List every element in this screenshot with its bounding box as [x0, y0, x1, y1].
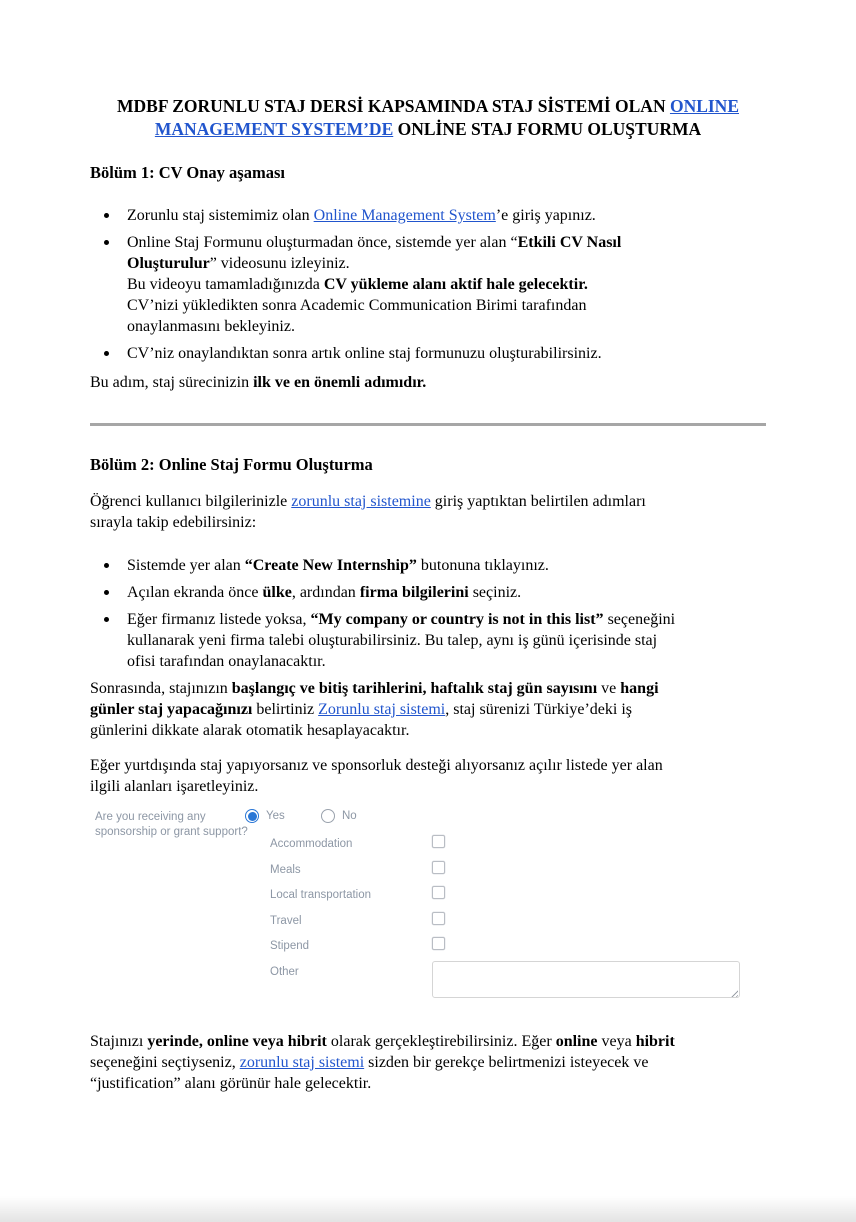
checkbox[interactable]	[432, 835, 445, 848]
text-run: günler staj yapacağınızı	[90, 701, 253, 718]
inline-link[interactable]: Zorunlu staj sistemi	[318, 701, 446, 718]
text-run: ilk ve en önemli adımıdır.	[253, 374, 427, 391]
radio-option-yes[interactable]	[245, 809, 285, 823]
inline-link[interactable]: ONLINE	[669, 96, 739, 116]
mode-paragraph	[90, 1031, 766, 1094]
text-run: Bu videoyu tamamladığınızda	[127, 276, 324, 293]
checkbox-row-stipend	[270, 939, 766, 955]
text-run: “Create New Internship”	[244, 557, 417, 574]
list-item	[90, 343, 766, 364]
section2-bullet-list	[90, 555, 766, 672]
section1-bullet-list	[90, 205, 766, 364]
text-run: seçeneğini	[603, 611, 676, 628]
text-run: ülke	[262, 584, 292, 601]
text-run: Online Staj Formunu oluşturmadan önce, sistemde yer alan “	[127, 234, 518, 251]
text-run: butonuna tıklayınız.	[416, 557, 549, 574]
radio-label: No	[342, 810, 357, 822]
text-run: ONLİNE STAJ FORMU OLUŞTURMA	[393, 119, 702, 139]
section-divider	[90, 423, 766, 426]
text-run: başlangıç ve bitiş tarihlerini,	[231, 680, 427, 697]
text-run: firma bilgilerini	[359, 584, 469, 601]
text-run: yerinde, online veya hibrit	[147, 1033, 327, 1050]
text-run: ofisi tarafından onaylanacaktır.	[127, 653, 326, 670]
text-run: Stajınızı	[90, 1033, 148, 1050]
text-run: seçeneğini seçtiyseniz,	[90, 1054, 240, 1071]
text-run: ” videosunu izleyiniz.	[209, 255, 350, 272]
sponsorship-question-label: Are you receiving any sponsorship or grant support?	[95, 811, 248, 838]
text-run: ’e giriş yapınız.	[495, 207, 596, 224]
inline-link[interactable]: MANAGEMENT SYSTEM’DE	[154, 119, 394, 139]
text-run: veya	[597, 1033, 636, 1050]
text-run: sırayla takip edebilirsiniz:	[90, 514, 257, 531]
checkbox-label: Local transportation	[270, 889, 372, 901]
text-run: Eğer firmanız listede yoksa,	[127, 611, 311, 628]
other-textarea[interactable]	[432, 961, 740, 998]
text-run: “justification” alanı görünür hale gelecektir.	[90, 1075, 372, 1092]
sponsorship-form-screenshot	[90, 801, 766, 1001]
text-run: Bu adım, staj sürecinizin	[90, 374, 254, 391]
text-run: Sistemde yer alan	[127, 557, 245, 574]
checkbox-row-local-transportation	[270, 888, 766, 904]
abroad-paragraph	[90, 755, 766, 797]
text-run: CV’niz onaylandıktan sonra artık online staj formunuzu oluşturabilirsiniz.	[127, 345, 602, 362]
text-run: kullanarak yeni firma talebi oluşturabilirsiniz. Bu talep, aynı iş günü içerisinde staj	[127, 632, 658, 649]
text-run: Öğrenci kullanıcı bilgilerinizle	[90, 493, 292, 510]
text-run: , ardından	[291, 584, 360, 601]
page-bottom-edge	[0, 1196, 856, 1222]
text-run: hangi	[620, 680, 659, 697]
inline-link[interactable]: zorunlu staj sistemi	[239, 1054, 365, 1071]
checkbox[interactable]	[432, 861, 445, 874]
text-run: , staj sürenizi Türkiye’deki iş	[445, 701, 633, 718]
checkbox[interactable]	[432, 937, 445, 950]
text-run: CV yükleme alanı aktif hale gelecektir.	[323, 276, 588, 293]
text-run: hibrit	[635, 1033, 675, 1050]
list-item	[90, 582, 766, 603]
checkbox-label: Stipend	[270, 940, 310, 952]
checkbox-row-meals	[270, 863, 766, 879]
dates-paragraph	[90, 678, 766, 741]
text-run: seçiniz.	[468, 584, 522, 601]
text-run: online	[555, 1033, 598, 1050]
radio-button-icon[interactable]	[321, 809, 335, 823]
text-run: MDBF ZORUNLU STAJ DERSİ KAPSAMINDA STAJ SİSTEMİ OLAN	[117, 96, 670, 116]
list-item	[90, 555, 766, 576]
checkbox[interactable]	[432, 886, 445, 899]
section2-heading: Bölüm 2: Online Staj Formu Oluşturma	[90, 455, 373, 474]
checkbox[interactable]	[432, 912, 445, 925]
text-run: “My company or country is not in this list”	[310, 611, 604, 628]
text-run: belirtiniz	[252, 701, 319, 718]
text-run: giriş yaptıktan belirtilen adımları	[430, 493, 646, 510]
text-run: haftalık staj gün sayısını	[430, 680, 598, 697]
other-label: Other	[270, 966, 299, 978]
text-run: Zorunlu staj sistemimiz olan	[127, 207, 314, 224]
text-run: olarak gerçekleştirebilirsiniz. Eğer	[326, 1033, 556, 1050]
list-item	[90, 205, 766, 226]
list-item	[90, 609, 766, 672]
text-run: Açılan ekranda önce	[127, 584, 263, 601]
checkbox-row-accommodation	[270, 837, 766, 853]
checkbox-label: Meals	[270, 864, 301, 876]
text-run: CV’nizi yükledikten sonra Academic Communication Birimi tarafından	[127, 297, 587, 314]
text-run: onaylanmasını bekleyiniz.	[127, 318, 295, 335]
text-run: günlerini dikkate alarak otomatik hesaplayacaktır.	[90, 722, 410, 739]
checkbox-label: Accommodation	[270, 838, 353, 850]
text-run: sizden bir gerekçe belirtmenizi isteyecek ve	[364, 1054, 649, 1071]
text-run: ilgili alanları işaretleyiniz.	[90, 778, 259, 795]
section2-intro-paragraph	[90, 491, 766, 533]
list-item	[90, 232, 766, 337]
text-run: Eğer yurtdışında staj yapıyorsanız ve sponsorluk desteği alıyorsanız açılır listede yer alan	[90, 757, 663, 774]
checkbox-row-travel	[270, 914, 766, 930]
checkbox-label: Travel	[270, 915, 302, 927]
section1-closing-paragraph	[90, 372, 766, 393]
inline-link[interactable]: Online Management System	[313, 207, 496, 224]
radio-label: Yes	[266, 810, 285, 822]
radio-option-no[interactable]	[321, 809, 357, 823]
text-run: Oluşturulur	[127, 255, 210, 272]
text-run: Sonrasında, stajınızın	[90, 680, 232, 697]
radio-button-icon[interactable]	[245, 809, 259, 823]
inline-link[interactable]: zorunlu staj sistemine	[291, 493, 431, 510]
section1-heading: Bölüm 1: CV Onay aşaması	[90, 163, 285, 182]
text-run: ve	[597, 680, 621, 697]
text-run: Etkili CV Nasıl	[517, 234, 622, 251]
other-row	[270, 965, 766, 979]
document-title	[90, 95, 766, 141]
